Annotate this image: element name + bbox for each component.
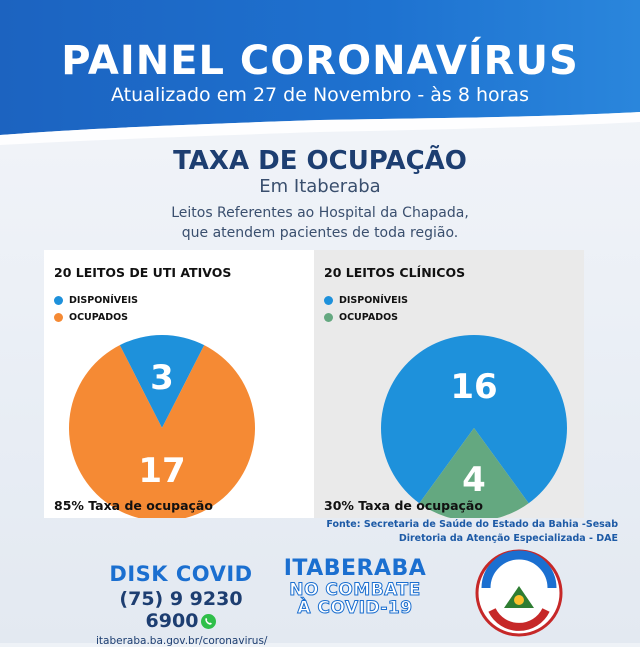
whatsapp-icon (201, 614, 216, 629)
description-line-2: que atendem pacientes de toda região. (181, 225, 459, 241)
page-title: PAINEL CORONAVÍRUS (61, 38, 579, 84)
uti-legend (54, 292, 138, 326)
pie-value-label: 17 (138, 450, 186, 491)
legend-dot-orange (54, 313, 63, 322)
disk-covid-block (96, 562, 266, 647)
combate-line-1: NO COMBATE (289, 580, 421, 600)
website-link[interactable]: itaberaba.ba.gov.br/coronavirus/ (96, 635, 268, 647)
source-line-1: Fonte: Secretaria de Saúde do Estado da Bahia -Sesab (326, 519, 618, 530)
section-description (0, 203, 640, 243)
uti-occupancy-rate: 85% Taxa de ocupação (54, 498, 213, 513)
legend-label: OCUPADOS (69, 312, 129, 323)
city-name: ITABERABA (283, 556, 427, 581)
page-subtitle: Atualizado em 27 de Novembro - às 8 horas (111, 84, 529, 106)
description-line-1: Leitos Referentes ao Hospital da Chapada, (171, 205, 469, 221)
section-title: TAXA DE OCUPAÇÃO (173, 146, 467, 176)
legend-label: OCUPADOS (339, 312, 399, 323)
legend-label: DISPONÍVEIS (69, 295, 139, 306)
phone-text[interactable]: (75) 9 9230 6900 (119, 588, 243, 632)
city-seal-icon (474, 548, 564, 642)
disk-covid-title: DISK COVID (109, 562, 253, 586)
section-subtitle: Em Itaberaba (259, 176, 381, 197)
legend-dot-blue (54, 296, 63, 305)
source-note (326, 518, 618, 546)
uti-chart-panel (44, 250, 314, 518)
pie-value-label: 4 (462, 460, 486, 501)
uti-chart-title: 20 LEITOS DE UTI ATIVOS (54, 265, 232, 280)
combate-line-2: À COVID-19 (297, 598, 413, 618)
legend-item-disponiveis (54, 292, 138, 309)
legend-label: DISPONÍVEIS (339, 295, 409, 306)
legend-item-disponiveis (324, 292, 408, 309)
legend-dot-blue (324, 296, 333, 305)
legend-dot-green (324, 313, 333, 322)
clinic-chart-title: 20 LEITOS CLÍNICOS (324, 265, 466, 280)
uti-pie-chart (44, 250, 314, 518)
phone-number[interactable] (96, 588, 266, 632)
city-campaign-block (270, 556, 440, 617)
clinic-pie-chart (314, 250, 584, 518)
clinic-legend (324, 292, 408, 326)
legend-item-ocupados (324, 309, 408, 326)
header-banner (0, 0, 640, 150)
clinic-occupancy-rate: 30% Taxa de ocupação (324, 498, 483, 513)
pie-value-label: 3 (150, 357, 174, 398)
pie-value-label: 16 (450, 367, 498, 408)
legend-item-ocupados (54, 309, 138, 326)
source-line-2: Diretoria da Atenção Especializada - DAE (398, 533, 618, 544)
clinic-chart-panel (314, 250, 584, 518)
